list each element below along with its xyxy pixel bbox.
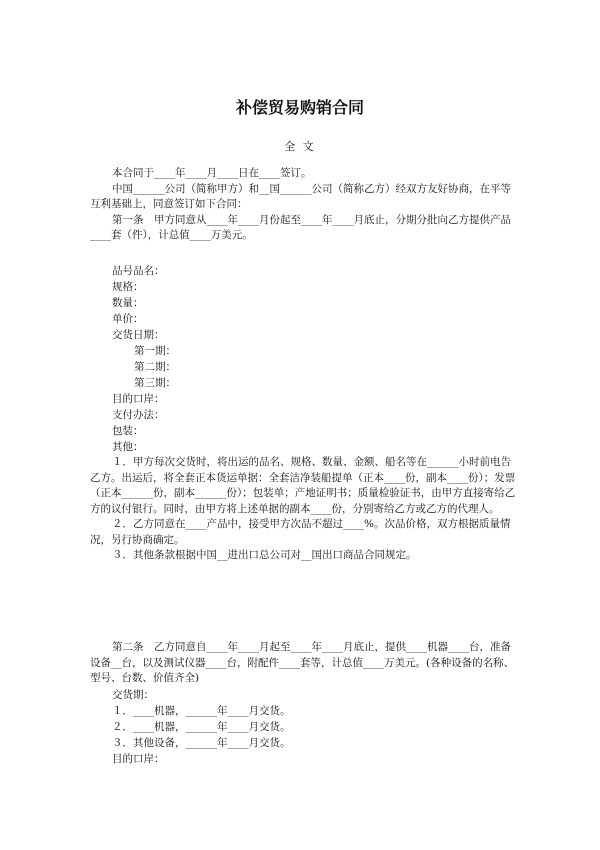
field-packing: 包装： (112, 425, 144, 437)
field-others: 其他： (112, 441, 144, 453)
article-2: 第二条 乙方同意自____年____月起至____年____月底止，提供____机器____台，准备设备__台，以及测试仪器____台，附配件____套等，计总值____万美元。(各种设备的名称、型号、台数、价值齐全) (90, 641, 515, 684)
destination-port-label: 目的口岸： (112, 752, 165, 765)
field-unit-price: 单价： (112, 313, 144, 325)
intro-line-date: 本合同于____年____月____日在____签订。 (112, 167, 312, 179)
article-1: 第一条 甲方同意从____年____月份起至____年____月底止，分期分批向乙方提供产品____套（件），计总值____万美元。 (90, 213, 511, 241)
field-spec: 规格： (112, 281, 144, 293)
field-payment: 支付办法： (112, 409, 165, 421)
article-2-section (90, 640, 520, 767)
intro-section (90, 166, 520, 244)
contract-title: 补偿贸易购销合同 (235, 98, 364, 117)
intro-line-parties: 中国______公司（简称甲方）和__国______公司（简称乙方）经双方友好协商，在平等互利基础上，同意签订如下合同： (90, 182, 511, 210)
others-clause-3: ３．其他条款根据中国__进出口总公司对__国出口商品合同规定。 (112, 549, 417, 561)
field-quantity: 数量： (112, 297, 144, 309)
others-clause-1: １．甲方每次交货时，将出运的品名、规格、数量、金额、船名等在______小时前电告乙方。出运后，将全套正本货运单据：全套洁净装船提单（正本____份，副本____份）；发票（正本______份，副本______份）；包装单；产地证明书；质量检验证书，由甲方直接寄给乙方的议付银行。同时，由甲方将上述单据的副本____份，分别寄给乙方或乙方的代理人。 (90, 456, 516, 515)
period-1: 第一期： (134, 345, 176, 357)
period-2: 第二期： (134, 361, 176, 373)
delivery-item-2: ２．____机器，______年____月交货。 (112, 720, 291, 733)
period-3: 第三期： (134, 377, 176, 389)
product-fields (90, 263, 520, 455)
field-product-name: 品号品名： (112, 265, 165, 277)
field-delivery-date: 交货日期： (112, 329, 165, 341)
delivery-item-3: ３．其他设备，______年____月交货。 (112, 736, 291, 749)
others-clause-2: ２．乙方同意在____产品中，接受甲方次品不超过____%。次品价格，双方根据质量情况，另行协商确定。 (90, 518, 511, 546)
field-port: 目的口岸： (112, 393, 165, 405)
others-section (90, 455, 520, 564)
delivery-item-1: １．____机器，______年____月交货。 (112, 704, 291, 717)
delivery-label: 交货期： (112, 688, 154, 701)
contract-subtitle: 全 文 (284, 140, 316, 153)
